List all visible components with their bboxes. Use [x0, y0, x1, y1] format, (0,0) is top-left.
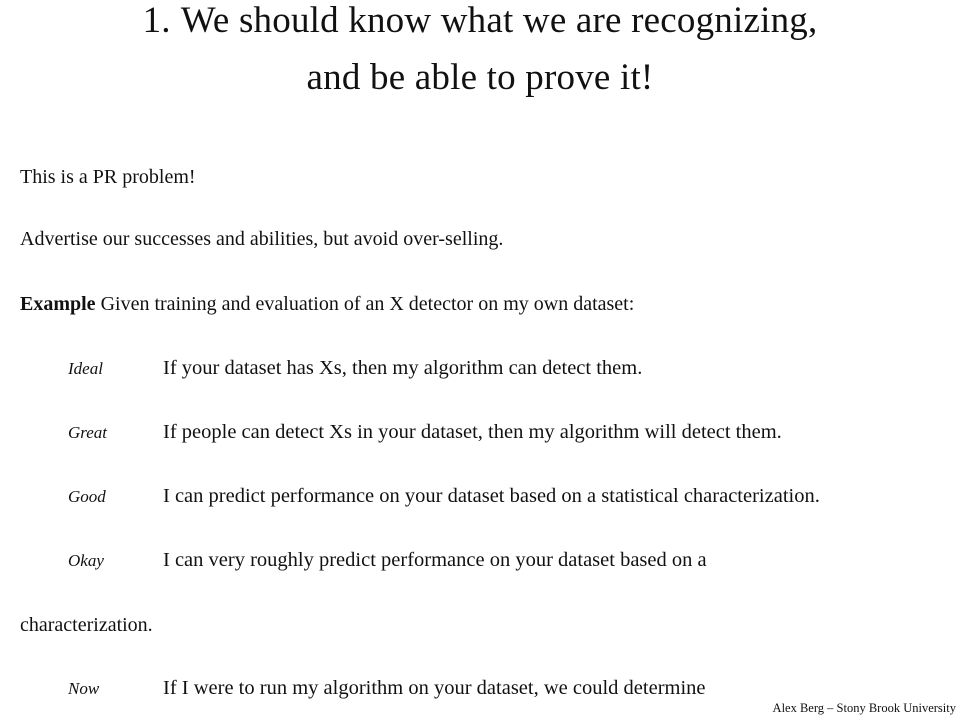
level-label: Great — [68, 423, 108, 442]
title-line-1-text: We should know what we are recognizing, — [180, 0, 818, 41]
level-label: Good — [68, 487, 106, 506]
footer-attribution: Alex Berg – Stony Brook University — [772, 700, 956, 715]
level-description: If I were to run my algorithm on your dataset, we could determine — [163, 677, 706, 699]
example-label: Example — [20, 293, 96, 315]
level-description: If your dataset has Xs, then my algorithm can detect them. — [163, 357, 643, 379]
example-line — [20, 294, 634, 314]
pr-problem-text: This is a PR problem! — [20, 166, 196, 188]
title-line-2: and be able to prove it! — [306, 57, 654, 98]
title-number: 1. — [142, 0, 171, 41]
level-label: Ideal — [68, 359, 103, 378]
title-line-1 — [0, 2, 960, 39]
level-label: Now — [68, 679, 100, 698]
okay-continuation: characterization. — [20, 614, 153, 636]
level-description: If people can detect Xs in your dataset, then my algorithm will detect them. — [163, 421, 782, 443]
level-description: I can very roughly predict performance on your dataset based on a — [163, 549, 707, 571]
advertise-text: Advertise our successes and abilities, but avoid over-selling. — [20, 228, 504, 250]
example-text: Given training and evaluation of an X detector on my own dataset: — [95, 293, 635, 315]
level-label: Okay — [68, 551, 104, 570]
level-description: I can predict performance on your dataset based on a statistical characterization. — [163, 485, 820, 507]
